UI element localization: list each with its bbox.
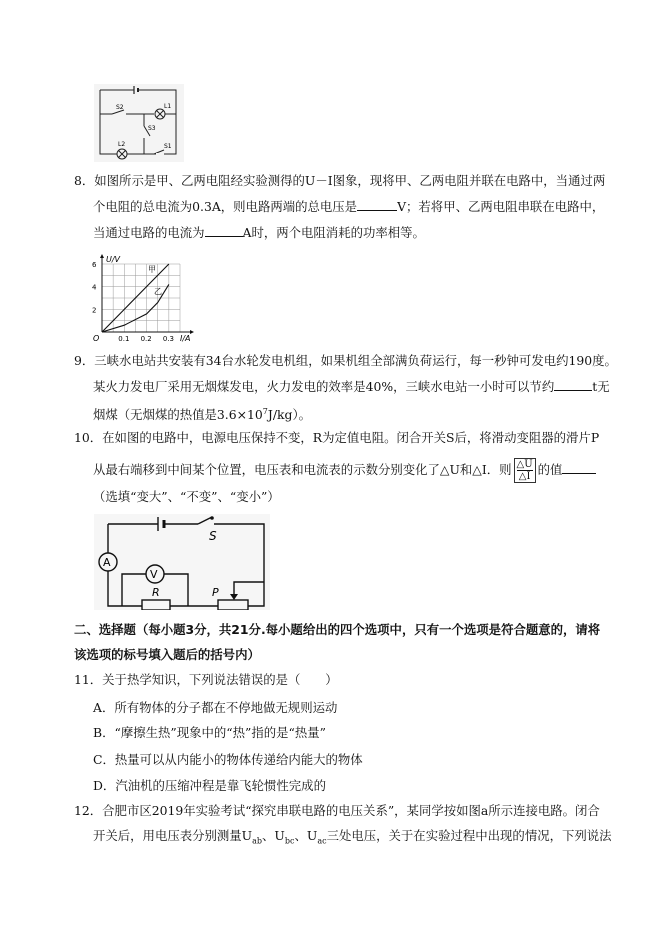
q12-line1: 12．合肥市区2019年实验考试“探究串联电路的电压关系”，某同学按如图a所示连接电路。闭合: [74, 803, 600, 818]
section-heading-line1: 二、选择题（每小题3分，共21分.每小题给出的四个选项中，只有一个选项是符合题意的，请将: [74, 622, 601, 637]
graph-origin: O: [93, 334, 100, 343]
graph-xlabel: I/A: [180, 334, 191, 343]
q11-option-b[interactable]: B．“摩擦生热”现象中的“热”指的是“热量”: [93, 725, 326, 740]
graph-grid: [102, 264, 180, 332]
q9-line1: 9．三峡水电站共安装有34台水轮发电机组，如果机组全部满负荷运行，每一秒钟可发电约190度。: [74, 353, 617, 368]
q8-line3: 当通过电路的电流为 A时，两个电阻消耗的功率相等。: [93, 225, 425, 240]
y-tick-label: 4: [92, 283, 97, 292]
section-heading-line2: 该选项的标号填入题后的括号内）: [74, 647, 260, 662]
q11-option-a[interactable]: A．所有物体的分子都在不停地做无规则运动: [93, 700, 338, 715]
series-label-yi: 乙: [154, 287, 162, 296]
label-s1: S1: [164, 143, 172, 150]
label-s3: S3: [148, 125, 156, 132]
answer-blank[interactable]: [205, 224, 243, 237]
y-tick-label: 6: [92, 261, 97, 269]
answer-blank[interactable]: [357, 198, 397, 211]
label-l1: L1: [164, 103, 172, 110]
ui-graph: [90, 252, 198, 344]
voltmeter-label: V: [150, 568, 158, 581]
x-tick-label: 0.2: [140, 335, 152, 343]
graph-ylabel: U/V: [106, 255, 121, 264]
fraction-du-di: $\frac{\triangle U}{\triangle I}$: [514, 458, 536, 483]
y-tick-label: 2: [92, 306, 97, 315]
q9-line3: 烟煤（无烟煤的热值是$3.6\times 10^7J/kg$）。: [93, 407, 312, 423]
q8-line2: 个电阻的总电流为0.3A，则电路两端的总电压是 V；若将甲、乙两电阻串联在电路中，: [93, 199, 605, 214]
q10-line2: 从最右端移到中间某个位置，电压表和电流表的示数分别变化了△U和△I．则 $\frac{\triangle U}{\triangle I}$ 的值: [93, 458, 596, 483]
label-s2: S2: [116, 104, 124, 111]
circuit-figure-3: [94, 514, 270, 610]
circuit-figure-1: [94, 84, 184, 162]
ammeter-label: A: [103, 556, 111, 569]
series-label-jia: 甲: [148, 265, 156, 274]
x-tick-label: 0.3: [162, 335, 174, 343]
q11-option-d[interactable]: D．汽油机的压缩冲程是靠飞轮惯性完成的: [93, 778, 326, 793]
q8-line1: 8．如图所示是甲、乙两电阻经实验测得的U－I图象，现将甲、乙两电阻并联在电路中，当通过两: [74, 173, 606, 188]
q12-line2: 开关后，用电压表分别测量$U_{ab}$、$U_{bc}$、$U_{ac}$三处电压，关于在实验过程中出现的情况，下列说法: [93, 828, 612, 846]
q10-line1: 10．在如图的电路中，电源电压保持不变，R为定值电阻。闭合开关S后，将滑动变阻器的滑片P: [74, 430, 600, 445]
y-axis-arrow: [100, 254, 104, 258]
q11-stem: 11．关于热学知识，下列说法错误的是（ ）: [74, 672, 338, 687]
answer-blank[interactable]: [562, 461, 596, 474]
q10-line3: （选填“变大”、“不变”、“变小”）: [93, 489, 280, 504]
q11-option-c[interactable]: C．热量可以从内能小的物体传递给内能大的物体: [93, 752, 363, 767]
answer-blank[interactable]: [554, 378, 592, 391]
label-l2: L2: [118, 141, 126, 148]
rheostat-label: P: [212, 586, 219, 599]
graph-ticks: [92, 261, 174, 343]
label-switch-s: S: [209, 529, 217, 543]
resistor-label: R: [152, 586, 160, 599]
x-axis-arrow: [190, 330, 194, 334]
x-tick-label: 0.1: [118, 335, 130, 343]
q9-line2: 某火力发电厂采用无烟煤发电，火力发电的效率是40%，三峡水电站一小时可以节约 t无: [93, 379, 610, 394]
